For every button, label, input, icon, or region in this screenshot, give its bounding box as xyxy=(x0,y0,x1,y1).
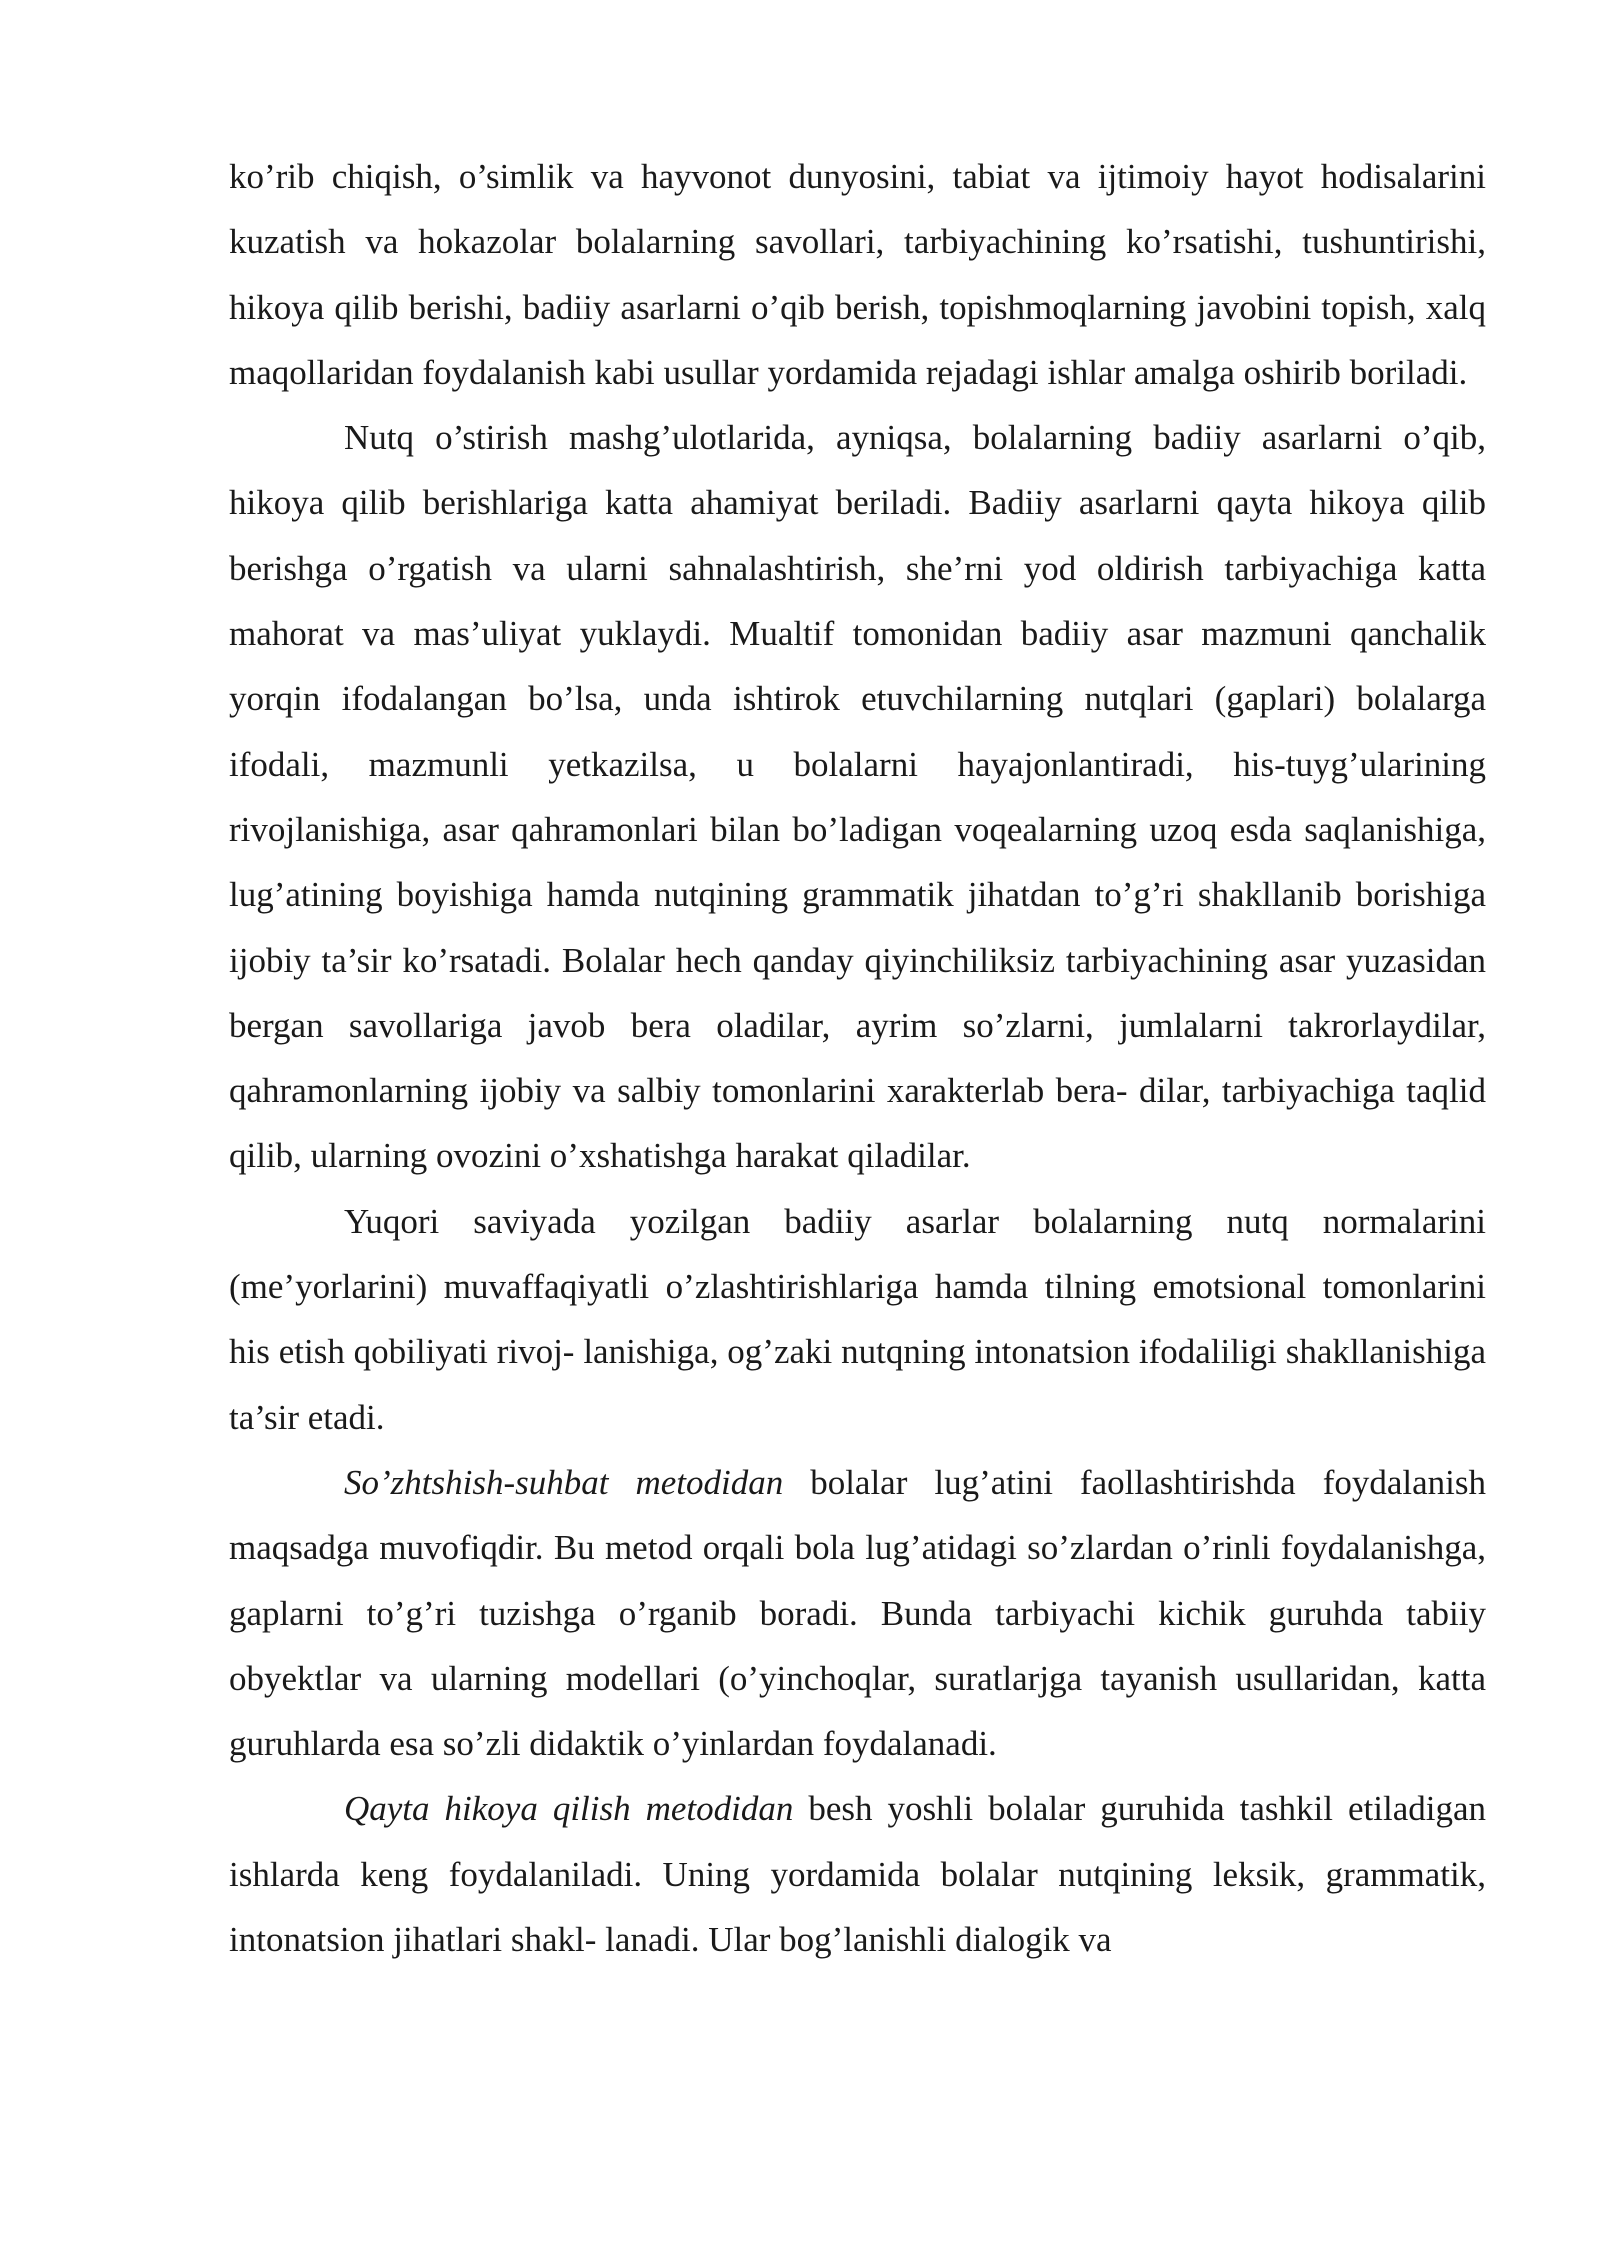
paragraph-4-text: bolalar lug’atini faollashtirishda foydalanish maqsadga muvofiqdir. Bu metod orqali bola lug’atidagi so’zlardan o’rinli foydalanishga, gaplarni to’g’ri tuzishga o’rganib boradi. Bunda tarbiyachi kichik guruhda tabiiy obyektlar va ularning modellari (o’yinchoqlar, suratlarjga tayanish usullaridan, katta guruhlarda esa so’zli didaktik o’yinlardan foydalanadi. xyxy=(229,1462,1486,1764)
paragraph-5 xyxy=(229,1776,1486,1972)
paragraph-4 xyxy=(229,1450,1486,1776)
paragraph-5-text: besh yoshli bolalar guruhida tashkil etiladigan ishlarda keng foydalaniladi. Uning yordamida bolalar nutqining leksik, grammatik, intonatsion jihatlari shakl- lanadi. Ular bog’lanishli dialogik va xyxy=(229,1789,1486,1960)
paragraph-1-text: ko’rib chiqish, o’simlik va hayvonot dunyosini, tabiat va ijtimoiy hayot hodisalarini kuzatish va hokazolar bolalarning savollari, tarbiyachining ko’rsatishi, tushuntirishi, hikoya qilib berishi, badiiy asarlarni o’qib berish, topishmoqlarning javobini topish, xalq maqollaridan foydalanish kabi usullar yordamida rejadagi ishlar amalga oshirib boriladi. xyxy=(229,157,1486,392)
paragraph-2 xyxy=(229,405,1486,1189)
paragraph-1 xyxy=(229,144,1486,405)
paragraph-4-italic-term: So’zhtshish-suhbat metodidan xyxy=(344,1462,784,1502)
body-text xyxy=(229,144,1486,1972)
paragraph-3 xyxy=(229,1189,1486,1450)
paragraph-3-text: Yuqori saviyada yozilgan badiiy asarlar bolalarning nutq normalarini (me’yorlarini) muvaffaqiyatli o’zlashtirishlariga hamda tilning emotsional tomonlarini his etish qobiliyati rivoj- lanishiga, og’zaki nutqning intonatsion ifodaliligi shakllanishiga ta’sir etadi. xyxy=(229,1201,1486,1437)
paragraph-5-italic-term: Qayta hikoya qilish metodidan xyxy=(344,1789,794,1829)
paragraph-2-text: Nutq o’stirish mashg’ulotlarida, ayniqsa, bolalarning badiiy asarlarni o’qib, hikoya qilib berishlariga katta ahamiyat beriladi. Badiiy asarlarni qayta hikoya qilib berishga o’rgatish va ularni sahnalashtirish, she’rni yod oldirish tarbiyachiga katta mahorat va mas’uliyat yuklaydi. Mualtif tomonidan badiiy asar mazmuni qanchalik yorqin ifodalangan bo’lsa, unda ishtirok etuvchilarning nutqlari (gaplari) bolalarga ifodali, mazmunli yetkazilsa, u bolalarni hayajonlantiradi, his-tuyg’ularining rivojlanishiga, asar qahramonlari bilan bo’ladigan voqealarning uzoq esda saqlanishiga, lug’atining boyishiga hamda nutqining grammatik jihatdan to’g’ri shakllanib borishiga ijobiy ta’sir ko’rsatadi. Bolalar hech qanday qiyinchiliksiz tarbiyachining asar yuzasidan bergan savollariga javob bera oladilar, ayrim so’zlarni, jumlalarni takrorlaydilar, qahramonlarning ijobiy va salbiy tomonlarini xarakterlab bera- dilar, tarbiyachiga taqlid qilib, ularning ovozini o’xshatishga harakat qiladilar. xyxy=(229,418,1486,1176)
